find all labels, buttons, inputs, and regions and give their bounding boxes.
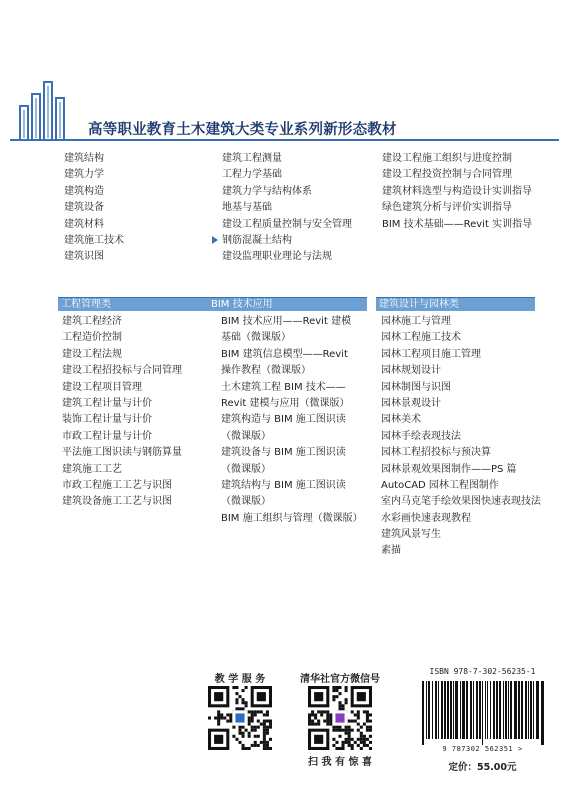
book-title: 建设工程投资控制与合同管理 xyxy=(382,169,512,181)
book-title: AutoCAD 园林工程图制作 xyxy=(381,479,499,491)
book-title: 建设工程施工组织与进度控制 xyxy=(382,153,512,164)
barcode-icon xyxy=(420,681,545,745)
book-title: （微课版） xyxy=(221,496,271,508)
book-title: 平法施工图识读与钢筋算量 xyxy=(62,447,182,459)
arrow-right-icon xyxy=(212,236,218,244)
building-logo-icon xyxy=(18,80,80,142)
qr-code-wechat-icon[interactable] xyxy=(308,686,372,750)
book-title: （微课版） xyxy=(221,463,271,475)
title-divider xyxy=(10,139,559,141)
book-title: 建设工程招投标与合同管理 xyxy=(62,365,182,377)
book-title: 建筑工程经济 xyxy=(62,316,122,327)
isbn-number: ISBN 978-7-302-56235-1 xyxy=(429,667,536,676)
category-header-management: 工程管理类 xyxy=(58,297,217,311)
qr-label-teaching: 教 学 服 务 xyxy=(214,674,266,685)
book-title: 建筑风景写生 xyxy=(381,529,441,541)
book-title: 建筑施工技术 xyxy=(64,234,124,246)
book-title: 地基与基础 xyxy=(222,202,272,214)
book-title: 工程力学基础 xyxy=(222,169,282,181)
book-title: 室内马克笔手绘效果图快速表现技法 xyxy=(381,496,541,508)
book-title: 建筑力学与结构体系 xyxy=(222,185,312,197)
book-title: Revit 建模与应用（微课版） xyxy=(221,397,350,409)
book-title: 建筑力学 xyxy=(64,169,104,181)
book-title: 操作教程（微课版） xyxy=(221,365,311,377)
book-title: 建筑材料选型与构造设计实训指导 xyxy=(382,185,532,197)
top-list-col2 xyxy=(222,151,352,266)
book-title: BIM 技术基础——Revit 实训指导 xyxy=(382,218,533,230)
landscape-list xyxy=(381,314,541,560)
book-title: 园林规划设计 xyxy=(381,365,441,377)
book-title: 建筑设备与 BIM 施工图识读 xyxy=(221,447,346,459)
book-title: 建筑结构与 BIM 施工图识读 xyxy=(221,479,346,491)
book-title: 园林施工与管理 xyxy=(381,316,451,327)
book-title: 建设工程质量控制与安全管理 xyxy=(222,218,352,230)
management-list xyxy=(62,314,182,511)
qr-label-wechat: 清华社官方微信号 xyxy=(300,674,380,685)
book-title: 市政工程施工工艺与识图 xyxy=(62,479,172,491)
book-title: 园林工程项目施工管理 xyxy=(381,348,481,360)
book-title: 土木建筑工程 BIM 技术—— xyxy=(221,381,346,393)
bim-list xyxy=(221,314,363,527)
book-title: 基础（微课版） xyxy=(221,332,291,344)
book-title: 建筑工程测量 xyxy=(222,153,282,164)
book-title: 建筑结构 xyxy=(64,153,104,164)
book-title: BIM 技术应用——Revit 建模 xyxy=(221,316,352,327)
top-list-col3 xyxy=(382,151,532,233)
book-title: 园林制图与识图 xyxy=(381,381,451,393)
book-title: 建筑识图 xyxy=(64,251,104,263)
book-title: 园林景观设计 xyxy=(381,397,441,409)
book-title: 园林工程施工技术 xyxy=(381,332,461,344)
book-title: 园林工程招投标与预决算 xyxy=(381,447,491,459)
book-title: 素描 xyxy=(381,545,401,557)
book-title: 建筑设备 xyxy=(64,202,104,214)
book-title: 建筑材料 xyxy=(64,218,104,230)
book-title: （微课版） xyxy=(221,430,271,442)
top-list-col1 xyxy=(64,151,124,266)
category-header-bim: BIM 技术应用 xyxy=(208,297,367,311)
category-header-landscape: 建筑设计与园林类 xyxy=(376,297,535,311)
qr-code-teaching-icon[interactable] xyxy=(208,686,272,750)
book-title: 钢筋混凝土结构 xyxy=(222,234,292,246)
isbn-barcode xyxy=(410,667,555,777)
book-title: 园林景观效果图制作——PS 篇 xyxy=(381,463,517,475)
price: 定价：55.00元 xyxy=(448,762,517,773)
book-title: 建设工程项目管理 xyxy=(62,381,142,393)
book-title: BIM 施工组织与管理（微课版） xyxy=(221,512,363,524)
book-title: 园林美术 xyxy=(381,414,421,426)
book-title: 建设工程法规 xyxy=(62,348,122,360)
book-title: 装饰工程计量与计价 xyxy=(62,414,152,426)
book-title: 建筑设备施工工艺与识图 xyxy=(62,496,172,508)
book-title: 水彩画快速表现教程 xyxy=(381,512,471,524)
book-title: 工程造价控制 xyxy=(62,332,122,344)
book-title: 园林手绘表现技法 xyxy=(381,430,461,442)
book-title: 建筑施工工艺 xyxy=(62,463,122,475)
barcode-digits: 9 787302 562351 > xyxy=(442,745,523,753)
book-title: BIM 建筑信息模型——Revit xyxy=(221,348,348,360)
series-title: 高等职业教育土木建筑大类专业系列新形态教材 xyxy=(88,121,397,138)
book-title: 建筑构造 xyxy=(64,185,104,197)
book-title: 建筑工程计量与计价 xyxy=(62,397,152,409)
book-title: 市政工程计量与计价 xyxy=(62,430,152,442)
book-title: 建筑构造与 BIM 施工图识读 xyxy=(221,414,346,426)
qr-caption: 扫 我 有 惊 喜 xyxy=(308,757,372,768)
book-title: 建设监理职业理论与法规 xyxy=(222,251,332,263)
book-title: 绿色建筑分析与评价实训指导 xyxy=(382,202,512,214)
